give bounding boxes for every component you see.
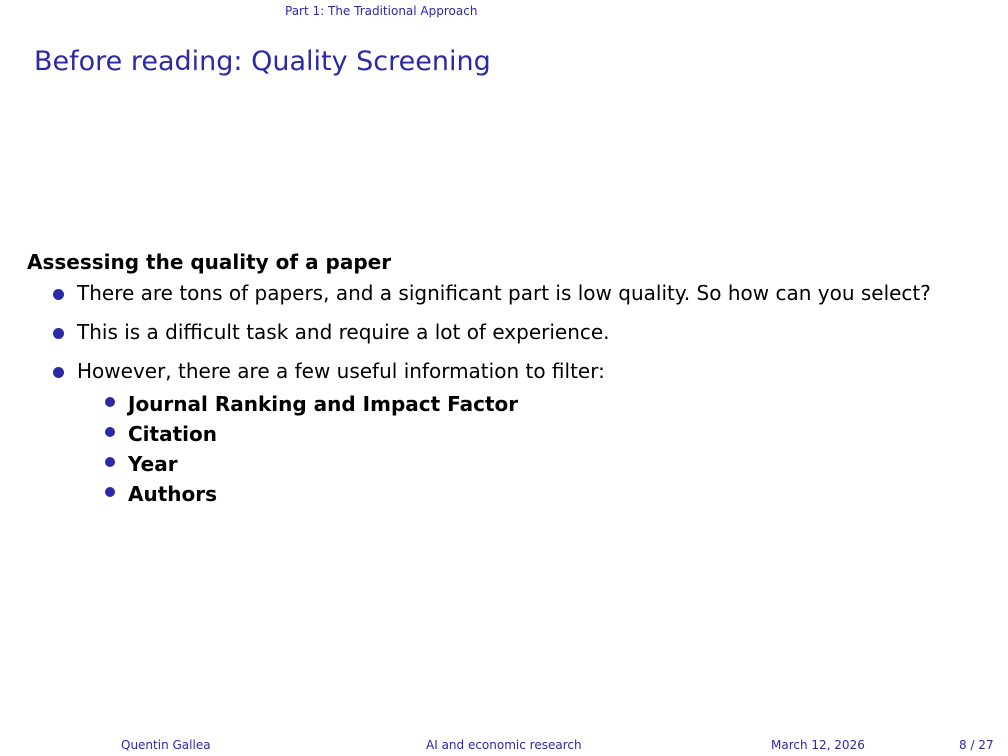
bullet-icon bbox=[105, 427, 115, 437]
footer-author: Quentin Gallea bbox=[121, 738, 211, 752]
list-item bbox=[27, 280, 1002, 307]
list-item bbox=[27, 319, 1002, 346]
list-item-text: However, there are a few useful information to filter: bbox=[77, 359, 605, 383]
sub-list-item bbox=[77, 419, 1002, 449]
footer-date: March 12, 2026 bbox=[771, 738, 865, 752]
list-item bbox=[27, 358, 1002, 509]
bullet-icon bbox=[53, 367, 64, 378]
sub-list-item bbox=[77, 389, 1002, 419]
section-header: Part 1: The Traditional Approach bbox=[285, 4, 478, 18]
bullet-icon bbox=[105, 397, 115, 407]
slide-title: Before reading: Quality Screening bbox=[34, 46, 491, 77]
sub-list-item-text: Authors bbox=[128, 482, 218, 506]
bullet-icon bbox=[105, 487, 115, 497]
bullet-list bbox=[27, 280, 1002, 509]
list-item-text: This is a difficult task and require a lot of experience. bbox=[77, 320, 610, 344]
list-item-text: There are tons of papers, and a significant part is low quality. So how can you select? bbox=[77, 281, 931, 305]
sub-bullet-list bbox=[77, 389, 1002, 509]
sub-list-item-text: Journal Ranking and Impact Factor bbox=[128, 392, 519, 416]
footer-title: AI and economic research bbox=[426, 738, 582, 752]
bullet-icon bbox=[105, 457, 115, 467]
footer bbox=[0, 738, 1008, 754]
content-block bbox=[27, 250, 1002, 521]
footer-page-number: 8 / 27 bbox=[959, 738, 994, 752]
sub-list-item bbox=[77, 479, 1002, 509]
bullet-icon bbox=[53, 289, 64, 300]
bullet-icon bbox=[53, 328, 64, 339]
block-title: Assessing the quality of a paper bbox=[27, 250, 392, 274]
sub-list-item-text: Year bbox=[128, 452, 178, 476]
sub-list-item-text: Citation bbox=[128, 422, 217, 446]
sub-list-item bbox=[77, 449, 1002, 479]
